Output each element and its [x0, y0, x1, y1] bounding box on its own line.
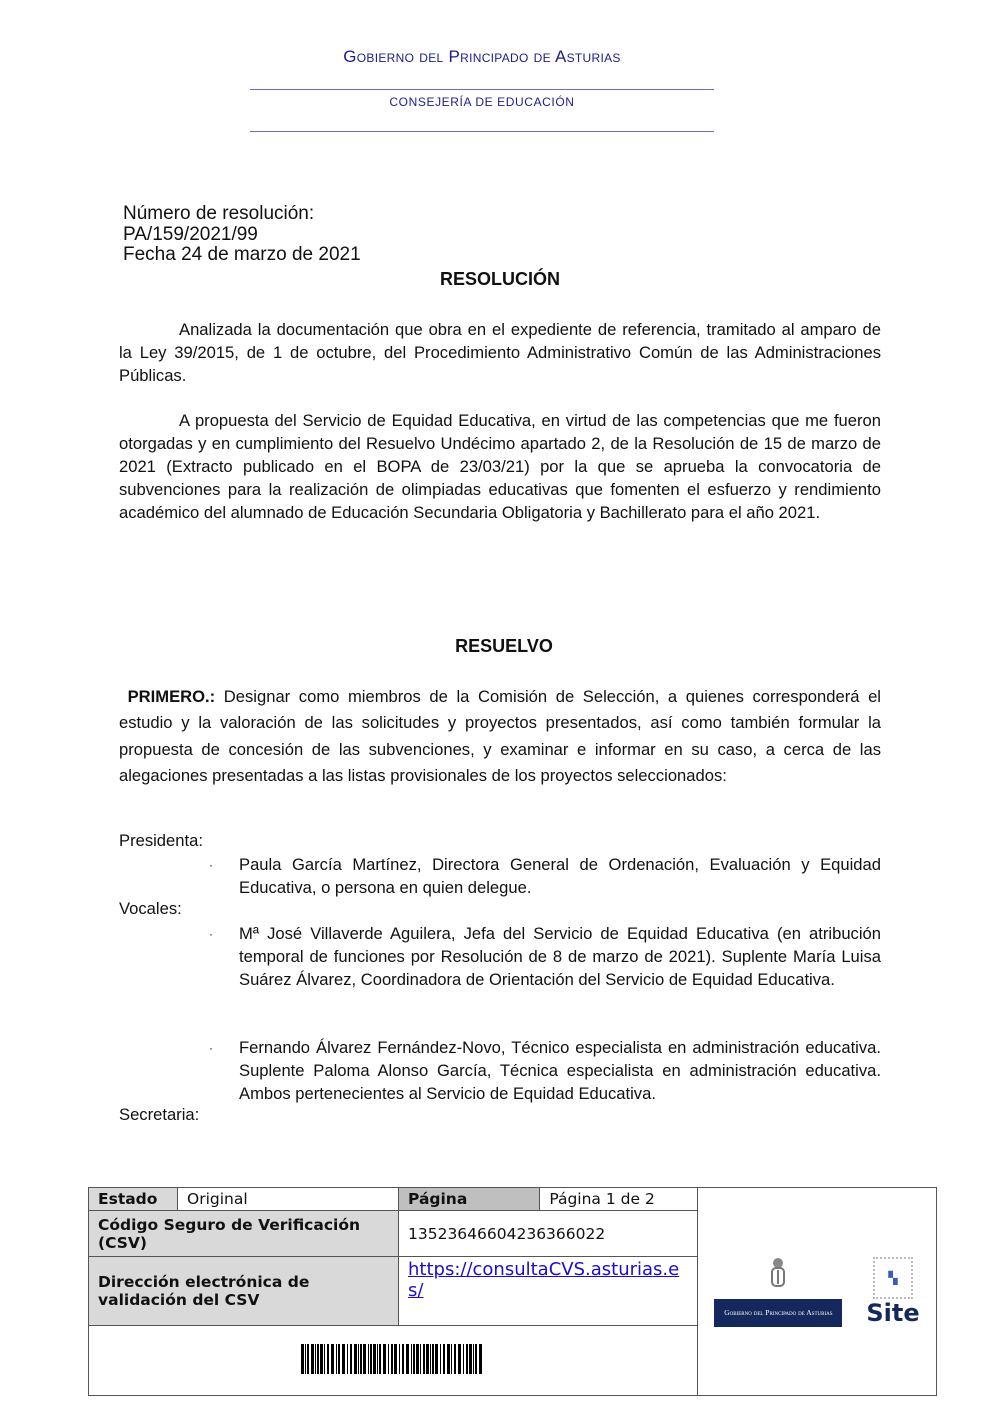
paragraph: A propuesta del Servicio de Equidad Educativa, en virtud de las competencias que me fueron otorgadas y en cumplimiento del Resuelvo Undécimo apartado 2, de la Resolución de 15 de marzo de 2021 (Extracto publicado en el BOPA de 23/03/21) por la que se aprueba la convocatoria de subvenciones para la realización de olimpiadas educativas que fomenten el esfuerzo y rendimiento académico del alumnado de Educación Secundaria Obligatoria y Bachillerato para el año 2021. [119, 411, 881, 522]
barcode-bar [426, 1344, 429, 1374]
barcode-bar [383, 1344, 386, 1374]
barcode-bar [354, 1344, 357, 1374]
vocal-member: Mª José Villaverde Aguilera, Jefa del Servicio de Equidad Educativa (en atribución temporal de funciones por Resolución de 8 de marzo de 2021). Suplente María Luisa Suárez Álvarez, Coordinadora de Orientación del Servicio de Equidad Educativa. [239, 924, 881, 989]
presidenta-label: Presidenta: [119, 831, 203, 850]
presidenta-member: Paula García Martínez, Directora General de Ordenación, Evaluación y Equidad Educativa, o persona en quien delegue. [239, 855, 881, 897]
pagina-value: Página 1 de 2 [540, 1188, 698, 1211]
barcode-bar [394, 1344, 397, 1374]
barcode-bar [454, 1344, 456, 1374]
barcode-bar [373, 1344, 376, 1374]
government-header: Gobierno del Principado de Asturias [343, 47, 621, 66]
barcode-bar [388, 1344, 389, 1374]
asturias-logo [714, 1257, 842, 1327]
barcode-bar [324, 1344, 325, 1374]
barcode-bar [379, 1344, 381, 1374]
barcode-bar [311, 1344, 314, 1374]
resolution-number: PA/159/2021/99 [123, 223, 258, 245]
resuelvo-heading: RESUELVO [455, 636, 553, 656]
bullet: · [209, 1041, 213, 1055]
barcode-bar [475, 1344, 477, 1374]
estado-value: Original [178, 1188, 399, 1211]
site-logo-text: Site [866, 1298, 920, 1327]
barcode-bar [469, 1344, 472, 1374]
barcode-bar [466, 1344, 468, 1374]
estado-label: Estado [89, 1188, 178, 1211]
barcode-bar [327, 1344, 329, 1374]
barcode-bar [458, 1344, 461, 1374]
barcode-bar [423, 1344, 425, 1374]
vocal-member: Fernando Álvarez Fernández-Novo, Técnico especialista en administración educativa. Suplente Paloma Alonso García, Técnica especialista en administración educativa. Ambos pertenecientes al Servicio de Equidad Educativa. [239, 1038, 881, 1103]
barcode-bar [440, 1344, 441, 1374]
header-divider [250, 131, 714, 132]
csv-label: Código Seguro de Verificación (CSV) [89, 1211, 399, 1257]
barcode-bar [370, 1344, 372, 1374]
barcode-bar [402, 1344, 404, 1374]
site-grid-icon: ▚ [873, 1257, 913, 1299]
barcode-bar [360, 1344, 362, 1374]
barcode-bar [307, 1344, 309, 1374]
validation-link[interactable]: https://consultaCVS.asturias.es/ [408, 1259, 680, 1301]
logos-cell [698, 1188, 937, 1396]
resolution-date: Fecha 24 de marzo de 2021 [123, 244, 361, 265]
barcode-bar [350, 1344, 352, 1374]
barcode-bar [411, 1344, 412, 1374]
barcode-bar [317, 1344, 319, 1374]
csv-value: 13523646604236366022 [399, 1211, 698, 1257]
secretaria-label: Secretaria: [119, 1105, 200, 1124]
primero-label: PRIMERO.: [127, 687, 216, 706]
barcode-bar [331, 1344, 334, 1374]
barcode-bar [435, 1344, 438, 1374]
barcode-bar [406, 1344, 409, 1374]
barcode-bar [430, 1344, 431, 1374]
department-header: CONSEJERÍA DE EDUCACIÓN [389, 95, 575, 109]
barcode-bar [432, 1344, 434, 1374]
barcode-bar [463, 1344, 464, 1374]
barcode-bar [420, 1344, 421, 1374]
barcode-bar [447, 1344, 450, 1374]
bullet: · [209, 927, 213, 941]
barcode-bar [336, 1344, 337, 1374]
barcode-bar [473, 1344, 474, 1374]
barcode-bar [399, 1344, 400, 1374]
barcode [301, 1344, 485, 1374]
barcode-bar [338, 1344, 340, 1374]
primero-paragraph [119, 684, 881, 789]
barcode-bar [320, 1344, 323, 1374]
document-title: RESOLUCIÓN [439, 269, 560, 289]
vocales-label: Vocales: [119, 899, 182, 918]
barcode-bar [479, 1344, 482, 1374]
barcode-bar [443, 1344, 445, 1374]
paragraph: Analizada la documentación que obra en el expediente de referencia, tramitado al amparo de la Ley 39/2015, de 1 de octubre, del Procedimiento Administrativo Común de las Administraciones Públicas. [119, 320, 881, 385]
barcode-bar [342, 1344, 345, 1374]
site-logo [866, 1257, 919, 1327]
asturias-logo-text: Gobierno del Principado de Asturias [714, 1299, 842, 1327]
csv-footer-table [88, 1187, 937, 1396]
barcode-bar [301, 1344, 304, 1374]
barcode-bar [305, 1344, 306, 1374]
header-divider [250, 89, 714, 90]
barcode-bar [377, 1344, 378, 1374]
primero-text: Designar como miembros de la Comisión de Selección, a quienes corresponderá el estudio y la valoración de las solicitudes y proyectos presentados, así como también formular la propuesta de concesión de las subvenciones, y examinar e informar en su caso, a cerca de las alegaciones presentadas a las listas provisionales de los proyectos seleccionados: [119, 687, 881, 785]
barcode-bar [368, 1344, 369, 1374]
barcode-bar [347, 1344, 348, 1374]
resolution-number-label: Número de resolución: [123, 203, 315, 224]
barcode-bar [358, 1344, 359, 1374]
bullet: · [209, 858, 213, 872]
pagina-label: Página [399, 1188, 540, 1211]
url-label: Dirección electrónica de validación del CSV [89, 1257, 399, 1326]
url-cell [399, 1257, 698, 1326]
barcode-bar [416, 1344, 419, 1374]
barcode-bar [451, 1344, 452, 1374]
barcode-cell [89, 1326, 698, 1396]
barcode-bar [413, 1344, 415, 1374]
barcode-bar [391, 1344, 393, 1374]
coat-of-arms-icon [768, 1257, 788, 1289]
barcode-bar [315, 1344, 316, 1374]
resolution-info [123, 204, 361, 266]
barcode-bar [363, 1344, 366, 1374]
